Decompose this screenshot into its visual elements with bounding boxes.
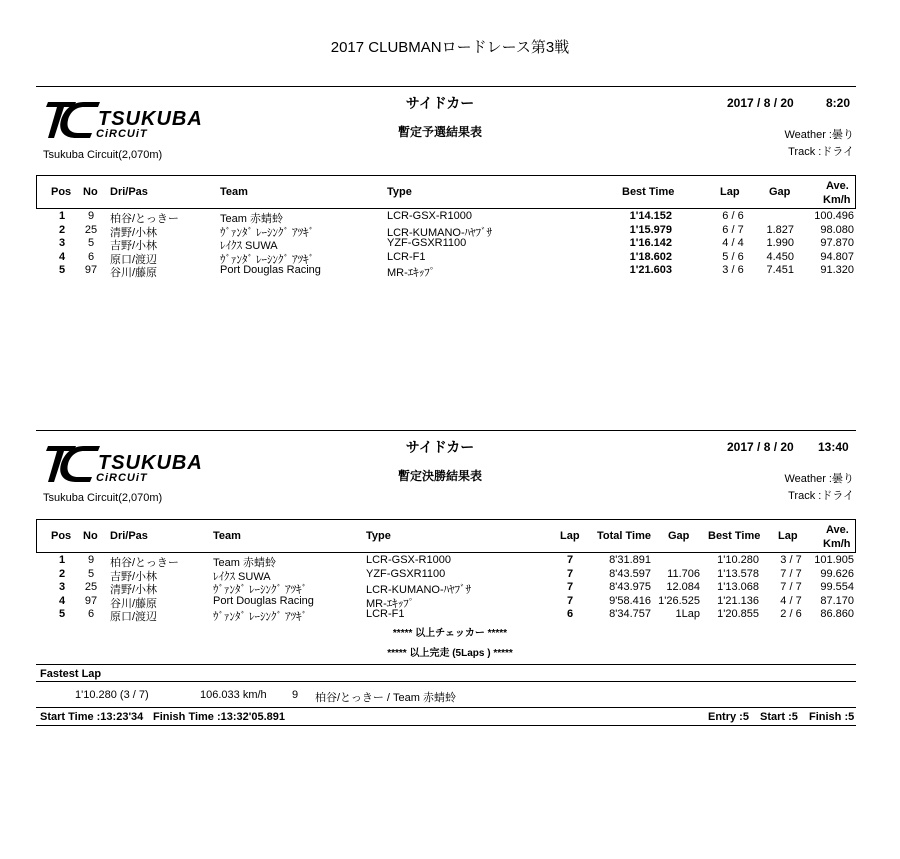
start-time: Start Time :13:23'34 xyxy=(40,711,144,723)
col-type: Type xyxy=(387,186,412,198)
cell-dri: 清野/小林 xyxy=(110,584,158,596)
col-pos: Pos xyxy=(51,530,72,542)
cell-ave: 99.554 xyxy=(820,581,854,593)
cell-best: 1'16.142 xyxy=(629,237,672,249)
col-pos: Pos xyxy=(51,186,72,198)
col-kmh: Km/h xyxy=(823,194,851,206)
cell-team: ｳﾞｧﾝﾀﾞ ﾚｰｼﾝｸﾞ ｱﾂｷﾞ xyxy=(220,253,315,266)
cell-dri: 柏谷/とっきー xyxy=(110,213,179,225)
qualifying-top-rule xyxy=(36,86,856,87)
fastest-top-rule xyxy=(36,664,856,665)
cell-ave: 91.320 xyxy=(820,264,854,276)
cell-gap: 4.450 xyxy=(766,250,794,263)
cell-lap: 7 xyxy=(566,554,574,566)
fastest-lap-speed: 106.033 km/h xyxy=(200,689,267,701)
col-lap: Lap xyxy=(560,530,580,542)
cell-type: YZF-GSXR1100 xyxy=(366,567,446,580)
cell-gap: 1.827 xyxy=(766,223,794,236)
finish-note: ***** 以上完走 (5Laps ) ***** xyxy=(387,648,513,659)
cell-best: 1'10.280 xyxy=(717,554,759,566)
col-no: No xyxy=(83,186,98,198)
col-ave: Ave. xyxy=(826,180,849,192)
cell-type: LCR-GSX-R1000 xyxy=(387,210,472,222)
cell-team: Team 赤蜻蛉 xyxy=(220,213,283,225)
col-no: No xyxy=(83,530,98,542)
cell-pos: 1 xyxy=(58,210,66,222)
cell-best: 1'21.136 xyxy=(717,594,759,607)
col-dri: Dri/Pas xyxy=(110,530,148,542)
cell-dri: 吉野/小林 xyxy=(110,240,158,252)
cell-gap: 7.451 xyxy=(766,264,794,276)
weather-info: Weather :曇り xyxy=(784,473,854,485)
col-best-lap: Lap xyxy=(778,530,798,542)
cell-team: ﾚｲｸｽ SUWA xyxy=(213,570,271,583)
cell-ave: 98.080 xyxy=(820,223,854,236)
cell-dri: 谷川/藤原 xyxy=(110,267,158,279)
cell-pos: 3 xyxy=(58,581,66,593)
cell-type: LCR-KUMANO-ﾊﾔﾌﾞｻ xyxy=(366,584,472,596)
cell-no: 97 xyxy=(84,594,98,607)
cell-dri: 吉野/小林 xyxy=(110,570,158,583)
cell-team: Team 赤蜻蛉 xyxy=(213,557,276,569)
cell-no: 9 xyxy=(87,210,95,222)
cell-pos: 4 xyxy=(58,250,66,263)
cell-ave: 86.860 xyxy=(820,608,854,620)
cell-gap: 11.706 xyxy=(667,567,700,580)
cell-type: MR-ｴｷｯﾌﾟ xyxy=(387,267,436,279)
fastest-lap-rider: 柏谷/とっきー / Team 赤蜻蛉 xyxy=(315,692,456,704)
entry-count: Entry :5 xyxy=(708,711,749,723)
cell-total: 8'43.597 xyxy=(609,567,651,580)
cell-lap: 7 xyxy=(566,594,574,607)
cell-no: 6 xyxy=(87,250,95,263)
fastest-mid-rule xyxy=(36,681,856,682)
cell-blap: 2 / 6 xyxy=(780,608,802,620)
cell-pos: 5 xyxy=(58,608,66,620)
cell-ave: 101.905 xyxy=(814,554,854,566)
finish-time: Finish Time :13:32'05.891 xyxy=(153,711,286,723)
col-type: Type xyxy=(366,530,391,542)
cell-type: LCR-GSX-R1000 xyxy=(366,554,451,566)
checker-note: ***** 以上チェッカー ***** xyxy=(392,628,508,639)
col-lap: Lap xyxy=(720,186,740,198)
cell-dri: 清野/小林 xyxy=(110,226,158,239)
col-best: Best Time xyxy=(708,530,761,542)
cell-gap: 12.084 xyxy=(666,581,700,593)
footer-bottom-rule xyxy=(36,725,856,726)
cell-team: Port Douglas Racing xyxy=(220,264,321,276)
cell-total: 8'34.757 xyxy=(609,608,651,620)
track-info: Track :ドライ xyxy=(788,490,854,502)
tsukuba-circuit-logo xyxy=(44,96,234,142)
col-gap: Gap xyxy=(769,186,791,198)
cell-lap: 7 xyxy=(566,567,574,580)
cell-pos: 2 xyxy=(58,567,66,580)
logo-sub-text: CiRCUiT xyxy=(96,128,148,140)
cell-dri: 柏谷/とっきー xyxy=(110,557,179,569)
col-total: Total Time xyxy=(597,530,651,542)
cell-gap: 1Lap xyxy=(675,608,700,620)
final-top-rule xyxy=(36,430,856,431)
cell-blap: 3 / 7 xyxy=(780,554,802,566)
cell-type: LCR-F1 xyxy=(387,250,426,263)
fastest-lap-no: 9 xyxy=(292,689,299,701)
cell-ave: 99.626 xyxy=(820,567,854,580)
start-count: Start :5 xyxy=(760,711,798,723)
session-date: 2017 / 8 / 20 xyxy=(727,96,794,110)
cell-gap: 1.990 xyxy=(766,237,794,249)
cell-no: 25 xyxy=(84,223,98,236)
cell-pos: 5 xyxy=(58,264,66,276)
fastest-lap-time: 1'10.280 (3 / 7) xyxy=(75,689,149,701)
cell-team: ｳﾞｧﾝﾀﾞ ﾚｰｼﾝｸﾞ ｱﾂｷﾞ xyxy=(220,226,315,239)
cell-best: 1'20.855 xyxy=(717,608,759,620)
cell-lap: 6 / 7 xyxy=(722,223,744,236)
cell-lap: 6 xyxy=(566,608,574,620)
cell-no: 5 xyxy=(87,567,95,580)
circuit-name: Tsukuba Circuit(2,070m) xyxy=(43,492,163,504)
cell-best: 1'14.152 xyxy=(629,210,672,222)
col-best: Best Time xyxy=(622,186,675,198)
session-time: 13:40 xyxy=(818,440,849,454)
cell-no: 97 xyxy=(84,264,98,276)
cell-total: 8'31.891 xyxy=(609,554,651,566)
cell-best: 1'18.602 xyxy=(629,250,672,263)
cell-no: 9 xyxy=(87,554,95,566)
cell-blap: 7 / 7 xyxy=(780,581,802,593)
session-date: 2017 / 8 / 20 xyxy=(727,440,794,454)
track-info: Track :ドライ xyxy=(788,146,854,158)
weather-info: Weather :曇り xyxy=(784,129,854,141)
cell-dri: 谷川/藤原 xyxy=(110,597,158,610)
cell-team: ｳﾞｧﾝﾀﾞ ﾚｰｼﾝｸﾞ ｱﾂｷﾞ xyxy=(213,611,308,623)
cell-best: 1'21.603 xyxy=(629,264,672,276)
cell-best: 1'15.979 xyxy=(629,223,672,236)
finish-count: Finish :5 xyxy=(809,711,855,723)
logo-main-text: TSUKUBA xyxy=(98,452,203,474)
cell-lap: 5 / 6 xyxy=(722,250,744,263)
logo-main-text: TSUKUBA xyxy=(98,108,203,130)
logo-sub-text: CiRCUiT xyxy=(96,472,148,484)
col-dri: Dri/Pas xyxy=(110,186,148,198)
document-title: 2017 CLUBMANロードレース第3戦 xyxy=(330,39,570,56)
cell-blap: 4 / 7 xyxy=(780,594,802,607)
cell-pos: 2 xyxy=(58,223,66,236)
cell-team: ﾚｲｸｽ SUWA xyxy=(220,240,278,252)
col-team: Team xyxy=(220,186,248,198)
cell-no: 25 xyxy=(84,581,98,593)
cell-best: 1'13.068 xyxy=(717,581,759,593)
session-subtitle: 暫定決勝結果表 xyxy=(397,469,482,483)
cell-best: 1'13.578 xyxy=(717,567,759,580)
cell-team: Port Douglas Racing xyxy=(213,594,314,607)
cell-lap: 4 / 4 xyxy=(722,237,744,249)
circuit-name: Tsukuba Circuit(2,070m) xyxy=(43,149,163,161)
cell-no: 6 xyxy=(87,608,95,620)
col-kmh: Km/h xyxy=(823,538,851,550)
cell-team: ｳﾞｧﾝﾀﾞ ﾚｰｼﾝｸﾞ ｱﾂｷﾞ xyxy=(213,584,308,596)
session-time: 8:20 xyxy=(826,96,851,110)
col-ave: Ave. xyxy=(826,524,849,536)
cell-type: LCR-F1 xyxy=(366,608,405,620)
cell-no: 5 xyxy=(87,237,95,249)
cell-dri: 原口/渡辺 xyxy=(110,253,158,266)
cell-lap: 3 / 6 xyxy=(722,264,744,276)
cell-type: YZF-GSXR1100 xyxy=(387,237,467,249)
class-title: サイドカー xyxy=(405,439,475,455)
cell-pos: 4 xyxy=(58,594,66,607)
cell-gap: 1'26.525 xyxy=(658,594,700,607)
cell-ave: 97.870 xyxy=(820,237,854,249)
cell-total: 8'43.975 xyxy=(609,581,651,593)
col-gap: Gap xyxy=(668,530,690,542)
cell-type: MR-ｴｷｯﾌﾟ xyxy=(366,597,415,610)
cell-total: 9'58.416 xyxy=(609,594,651,607)
fastest-lap-label: Fastest Lap xyxy=(40,668,102,680)
cell-ave: 87.170 xyxy=(820,594,854,607)
cell-lap: 6 / 6 xyxy=(722,210,744,222)
cell-ave: 94.807 xyxy=(820,250,854,263)
cell-lap: 7 xyxy=(566,581,574,593)
cell-type: LCR-KUMANO-ﾊﾔﾌﾞｻ xyxy=(387,226,493,239)
col-team: Team xyxy=(213,530,241,542)
session-subtitle: 暫定予選結果表 xyxy=(397,125,482,139)
cell-blap: 7 / 7 xyxy=(780,567,802,580)
footer-top-rule xyxy=(36,707,856,708)
cell-dri: 原口/渡辺 xyxy=(110,611,158,623)
cell-pos: 1 xyxy=(58,554,66,566)
tsukuba-circuit-logo xyxy=(44,440,234,486)
cell-pos: 3 xyxy=(58,237,66,249)
cell-ave: 100.496 xyxy=(814,210,854,222)
class-title: サイドカー xyxy=(405,95,475,111)
